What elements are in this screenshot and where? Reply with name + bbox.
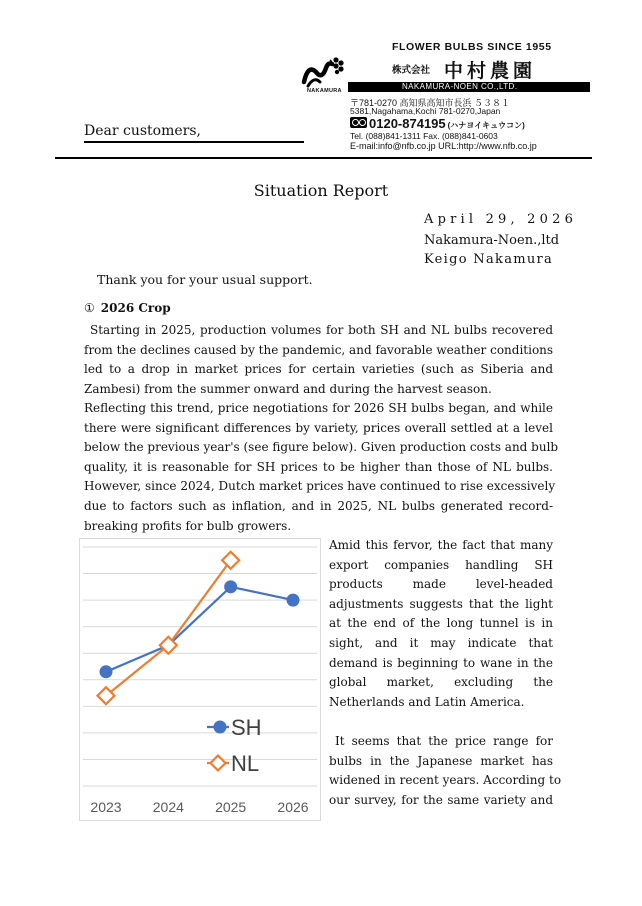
series-line-sh bbox=[106, 587, 293, 672]
paragraph-line: Reflecting this trend, price negotiations for 2026 SH bulbs began, and while bbox=[84, 401, 553, 415]
nakamura-logo-icon bbox=[300, 52, 348, 92]
paragraph-line: our survey, for the same variety and bbox=[329, 792, 553, 807]
paragraph-1 bbox=[84, 321, 553, 399]
side-paragraph-1 bbox=[329, 536, 553, 712]
legend-marker bbox=[214, 721, 227, 734]
paragraph-line: below the previous year's (see figure below). Given production costs and bulb bbox=[84, 440, 559, 455]
paragraph-line: due to factors such as inflation, and in 2025, NL bulbs generated record- bbox=[84, 498, 553, 513]
paragraph-line: Starting in 2025, production volumes for both SH and NL bulbs recovered bbox=[90, 323, 553, 337]
corp-prefix: 株式会社 bbox=[392, 65, 431, 76]
email-url: E-mail:info@nfb.co.jp URL:http://www.nfb.co.jp bbox=[350, 141, 537, 151]
x-tick-label: 2023 bbox=[90, 799, 122, 815]
tel-fax: Tel. (088)841-1311 Fax. (088)841-0603 bbox=[350, 131, 498, 141]
toll-free-digits: 0120-874195 bbox=[369, 116, 446, 131]
greeting-underline bbox=[84, 141, 304, 143]
signature-company: Nakamura-Noen.,ltd bbox=[424, 233, 560, 248]
paragraph-line: products made level-headed bbox=[329, 577, 553, 592]
price-chart-svg bbox=[80, 539, 320, 820]
section-number: ① bbox=[84, 301, 95, 315]
data-point-sh bbox=[100, 665, 113, 678]
thanks-line: Thank you for your usual support. bbox=[97, 272, 313, 287]
x-tick-label: 2025 bbox=[215, 799, 247, 815]
data-point-sh bbox=[287, 594, 300, 607]
paragraph-line: led to a drop in market prices for certain varieties (such as Siberia and bbox=[84, 362, 553, 377]
series-line-nl bbox=[106, 560, 231, 695]
legend-label: NL bbox=[231, 751, 260, 776]
free-dial-icon bbox=[350, 117, 367, 128]
paragraph-line: sight, and it may indicate that bbox=[329, 635, 553, 650]
paragraph-line: bulbs in the Japanese market has bbox=[329, 753, 553, 768]
toll-free-number bbox=[350, 116, 525, 131]
paragraph-line: Amid this fervor, the fact that many bbox=[329, 538, 553, 552]
address-en: 5381,Nagahama,Kochi 781-0270,Japan bbox=[350, 106, 501, 116]
paragraph-line: export companies handling SH bbox=[329, 557, 553, 572]
paragraph-line: Zambesi) from the summer onward and during the harvest season. bbox=[84, 381, 492, 396]
x-tick-label: 2024 bbox=[152, 799, 184, 815]
greeting: Dear customers, bbox=[84, 123, 201, 139]
company-motto: FLOWER BULBS SINCE 1955 bbox=[392, 41, 552, 53]
paragraph-line: there were significant differences by variety, prices overall settled at a level bbox=[84, 420, 553, 435]
side-paragraph-2 bbox=[329, 732, 562, 810]
logo-caption: NAKAMURA bbox=[307, 88, 342, 94]
price-chart bbox=[79, 538, 321, 821]
signature-author: Keigo Nakamura bbox=[424, 252, 554, 267]
section-heading bbox=[84, 301, 171, 315]
company-name-en: NAKAMURA-NOEN CO.,LTD. bbox=[348, 82, 590, 92]
company-name-jp: 中村農園 bbox=[444, 60, 537, 82]
data-point-sh bbox=[224, 580, 237, 593]
address-jp: 〒781-0270 高知県高知市長浜 ５３８１ bbox=[350, 98, 511, 108]
paragraph-line: from the declines caused by the pandemic, and favorable weather conditions bbox=[84, 342, 554, 357]
paragraph-line: It seems that the price range for bbox=[335, 734, 553, 748]
data-point-nl bbox=[222, 552, 239, 569]
legend-marker bbox=[211, 756, 226, 771]
toll-free-kana: (ハナヨイキュウコン) bbox=[447, 121, 525, 130]
header-divider bbox=[55, 157, 592, 159]
legend-label: SH bbox=[231, 715, 262, 740]
paragraph-line: breaking profits for bulb growers. bbox=[84, 518, 292, 533]
page-title: Situation Report bbox=[253, 181, 389, 200]
paragraph-line: global market, excluding the bbox=[329, 675, 553, 690]
paragraph-line: at the end of the long tunnel is in bbox=[329, 616, 553, 631]
paragraph-line: adjustments suggests that the light bbox=[329, 596, 553, 611]
paragraph-line: Netherlands and Latin America. bbox=[329, 694, 525, 709]
paragraph-line: quality, it is reasonable for SH prices to be higher than those of NL bulbs. bbox=[84, 459, 553, 474]
section-title: 2026 Crop bbox=[100, 301, 171, 315]
paragraph-line: However, since 2024, Dutch market prices have continued to rise excessively bbox=[84, 479, 556, 494]
paragraph-line: widened in recent years. According to bbox=[329, 773, 562, 788]
paragraph-line: demand is beginning to wane in the bbox=[329, 655, 553, 670]
x-tick-label: 2026 bbox=[277, 799, 309, 815]
report-date: April 29, 2026 bbox=[424, 212, 578, 227]
paragraph-2 bbox=[84, 399, 559, 536]
